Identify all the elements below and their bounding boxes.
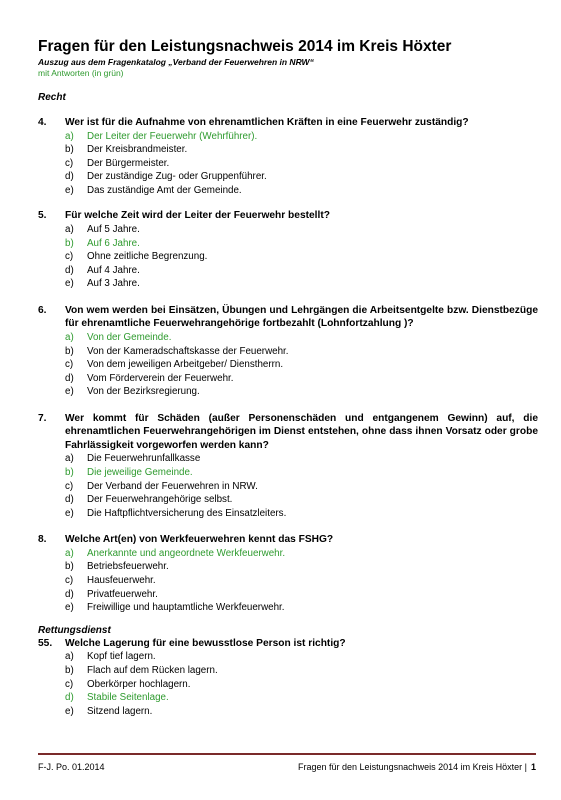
answer-option bbox=[65, 678, 538, 692]
footer-left-text: F-J. Po. 01.2014 bbox=[38, 762, 105, 772]
answer-text: Der Feuerwehrangehörige selbst. bbox=[87, 494, 233, 506]
question-row bbox=[38, 116, 538, 130]
correct-answer bbox=[65, 547, 538, 561]
answer-letter: c) bbox=[65, 157, 74, 169]
question-text: Wer ist für die Aufnahme von ehrenamtlichen Kräften in eine Feuerwehr zuständig? bbox=[65, 117, 469, 128]
question-number: 4. bbox=[38, 117, 47, 128]
answer-option bbox=[65, 157, 538, 171]
answer-text: Das zuständige Amt der Gemeinde. bbox=[87, 184, 242, 196]
answer-option bbox=[65, 588, 538, 602]
answer-option bbox=[65, 264, 538, 278]
question-row bbox=[38, 304, 538, 331]
answer-option bbox=[65, 250, 538, 264]
correct-answer bbox=[65, 130, 538, 144]
answer-letter: e) bbox=[65, 184, 74, 196]
question bbox=[38, 412, 538, 520]
answer-letter: e) bbox=[65, 386, 74, 398]
answer-letter: b) bbox=[65, 345, 74, 357]
answer-letter: b) bbox=[65, 467, 74, 478]
footer-right bbox=[298, 762, 536, 772]
question bbox=[38, 209, 538, 290]
answer-letter: d) bbox=[65, 588, 74, 600]
question-number: 55. bbox=[38, 637, 53, 649]
answer-option bbox=[65, 507, 538, 521]
question-number: 6. bbox=[38, 304, 47, 316]
answer-letter: e) bbox=[65, 278, 74, 290]
question-number: 5. bbox=[38, 210, 47, 222]
answer-text: Der Kreisbrandmeister. bbox=[87, 144, 188, 156]
answer-list bbox=[65, 452, 538, 520]
answer-text: Auf 4 Jahre. bbox=[87, 264, 140, 276]
question-text: Welche Art(en) von Werkfeuerwehren kennt das FSHG? bbox=[65, 534, 334, 546]
answer-letter: a) bbox=[65, 547, 74, 559]
section-heading: Recht bbox=[38, 92, 66, 103]
document-subtitle: Auszug aus dem Fragenkatalog „Verband der Feuerwehren in NRW“ bbox=[38, 57, 314, 67]
answer-letter: d) bbox=[65, 171, 74, 183]
answer-list bbox=[65, 650, 538, 718]
answer-text: Von der Bezirksregierung. bbox=[87, 386, 200, 398]
answer-text: Auf 5 Jahre. bbox=[87, 223, 140, 235]
answer-option bbox=[65, 358, 538, 372]
answer-option bbox=[65, 385, 538, 399]
answer-letter: e) bbox=[65, 602, 74, 614]
question-text: Wer kommt für Schäden (außer Personenschäden und entgangenem Gewinn) auf, die ehrenamtlichen Feuerwehrangehörigen im Dienst entstehen, ohne dass ihnen Vorsatz oder grobe Fahrlässigkeit vorgeworfen werden kann? bbox=[65, 412, 538, 451]
answer-option bbox=[65, 493, 538, 507]
answer-option bbox=[65, 705, 538, 719]
answer-text: Stabile Seitenlage. bbox=[87, 692, 169, 704]
question bbox=[38, 304, 538, 399]
answer-text: Kopf tief lagern. bbox=[87, 651, 156, 663]
answer-text: Auf 3 Jahre. bbox=[87, 278, 140, 290]
question-text: Von wem werden bei Einsätzen, Übungen und Lehrgängen die Arbeitsentgelte bzw. Dienstbezüge für ehrenamtliche Feuerwehrangehörige fortbezahlt (Lohnfortzahlung )? bbox=[65, 304, 538, 330]
answer-option bbox=[65, 601, 538, 615]
answer-letter: a) bbox=[65, 331, 74, 343]
answer-text: Anerkannte und angeordnete Werkfeuerwehr. bbox=[87, 547, 286, 559]
answer-text: Die jeweilige Gemeinde. bbox=[87, 467, 193, 478]
answer-option bbox=[65, 345, 538, 359]
answer-text: Von der Gemeinde. bbox=[87, 331, 172, 343]
question-text: Für welche Zeit wird der Leiter der Feuerwehr bestellt? bbox=[65, 210, 330, 222]
answer-letter: d) bbox=[65, 494, 74, 506]
page-number: 1 bbox=[530, 762, 536, 772]
answer-option bbox=[65, 143, 538, 157]
question-sections bbox=[38, 92, 538, 718]
answer-text: Von der Kameradschaftskasse der Feuerwehr. bbox=[87, 345, 289, 357]
answer-letter: e) bbox=[65, 507, 74, 519]
answer-text: Von dem jeweiligen Arbeitgeber/ Dienstherrn. bbox=[87, 359, 284, 371]
question-row bbox=[38, 209, 538, 223]
answer-letter: d) bbox=[65, 264, 74, 276]
answer-letter: d) bbox=[65, 692, 74, 704]
question bbox=[38, 533, 538, 614]
answer-text: Der Leiter der Feuerwehr (Wehrführer). bbox=[87, 130, 258, 142]
answer-option bbox=[65, 372, 538, 386]
answer-option bbox=[65, 560, 538, 574]
question bbox=[38, 637, 538, 718]
answer-list bbox=[65, 223, 538, 291]
question-row bbox=[38, 412, 538, 453]
answer-option bbox=[65, 170, 538, 184]
answer-letter: d) bbox=[65, 372, 74, 384]
answer-option bbox=[65, 574, 538, 588]
answer-list bbox=[65, 547, 538, 615]
answer-letter: e) bbox=[65, 705, 74, 717]
answer-letter: b) bbox=[65, 561, 74, 573]
answer-text: Der zuständige Zug- oder Gruppenführer. bbox=[87, 171, 267, 183]
answer-letter: b) bbox=[65, 664, 74, 676]
answer-list bbox=[65, 331, 538, 399]
answer-text: Betriebsfeuerwehr. bbox=[87, 561, 169, 573]
document-title: Fragen für den Leistungsnachweis 2014 im Kreis Höxter bbox=[38, 38, 452, 55]
answer-color-note: mit Antworten (in grün) bbox=[38, 68, 124, 78]
question-number: 8. bbox=[38, 534, 47, 546]
answer-text: Ohne zeitliche Begrenzung. bbox=[87, 251, 208, 263]
question-number: 7. bbox=[38, 412, 47, 424]
answer-text: Auf 6 Jahre. bbox=[87, 237, 140, 249]
correct-answer bbox=[65, 237, 538, 251]
answer-text: Die Feuerwehrunfallkasse bbox=[87, 453, 201, 465]
answer-option bbox=[65, 277, 538, 291]
answer-text: Der Bürgermeister. bbox=[87, 157, 170, 169]
question-row bbox=[38, 533, 538, 547]
correct-answer bbox=[65, 466, 538, 480]
answer-text: Freiwillige und hauptamtliche Werkfeuerwehr. bbox=[87, 602, 285, 614]
answer-option bbox=[65, 184, 538, 198]
answer-text: Die Haftpflichtversicherung des Einsatzleiters. bbox=[87, 507, 287, 519]
document-page bbox=[38, 38, 538, 718]
answer-text: Hausfeuerwehr. bbox=[87, 575, 156, 587]
answer-letter: a) bbox=[65, 130, 74, 142]
answer-letter: a) bbox=[65, 223, 74, 235]
answer-option bbox=[65, 664, 538, 678]
footer-right-text: Fragen für den Leistungsnachweis 2014 im Kreis Höxter | bbox=[298, 762, 527, 772]
answer-option bbox=[65, 223, 538, 237]
answer-letter: c) bbox=[65, 251, 74, 263]
question bbox=[38, 116, 538, 197]
answer-letter: b) bbox=[65, 144, 74, 156]
answer-text: Sitzend lagern. bbox=[87, 705, 153, 717]
answer-text: Vom Förderverein der Feuerwehr. bbox=[87, 372, 234, 384]
answer-option bbox=[65, 480, 538, 494]
answer-letter: c) bbox=[65, 678, 74, 690]
answer-letter: a) bbox=[65, 651, 74, 663]
answer-letter: c) bbox=[65, 575, 74, 587]
answer-letter: c) bbox=[65, 359, 74, 371]
correct-answer bbox=[65, 691, 538, 705]
footer-rule bbox=[38, 753, 536, 755]
answer-option bbox=[65, 452, 538, 466]
answer-text: Flach auf dem Rücken lagern. bbox=[87, 664, 218, 676]
question-row bbox=[38, 637, 538, 651]
answer-letter: a) bbox=[65, 453, 74, 465]
answer-text: Oberkörper hochlagern. bbox=[87, 678, 191, 690]
question-text: Welche Lagerung für eine bewusstlose Person ist richtig? bbox=[65, 637, 346, 649]
correct-answer bbox=[65, 331, 538, 345]
answer-text: Privatfeuerwehr. bbox=[87, 588, 158, 600]
answer-list bbox=[65, 130, 538, 198]
answer-letter: c) bbox=[65, 480, 74, 492]
answer-letter: b) bbox=[65, 237, 74, 249]
answer-option bbox=[65, 650, 538, 664]
answer-text: Der Verband der Feuerwehren in NRW. bbox=[87, 480, 258, 492]
section-heading: Rettungsdienst bbox=[38, 624, 111, 636]
